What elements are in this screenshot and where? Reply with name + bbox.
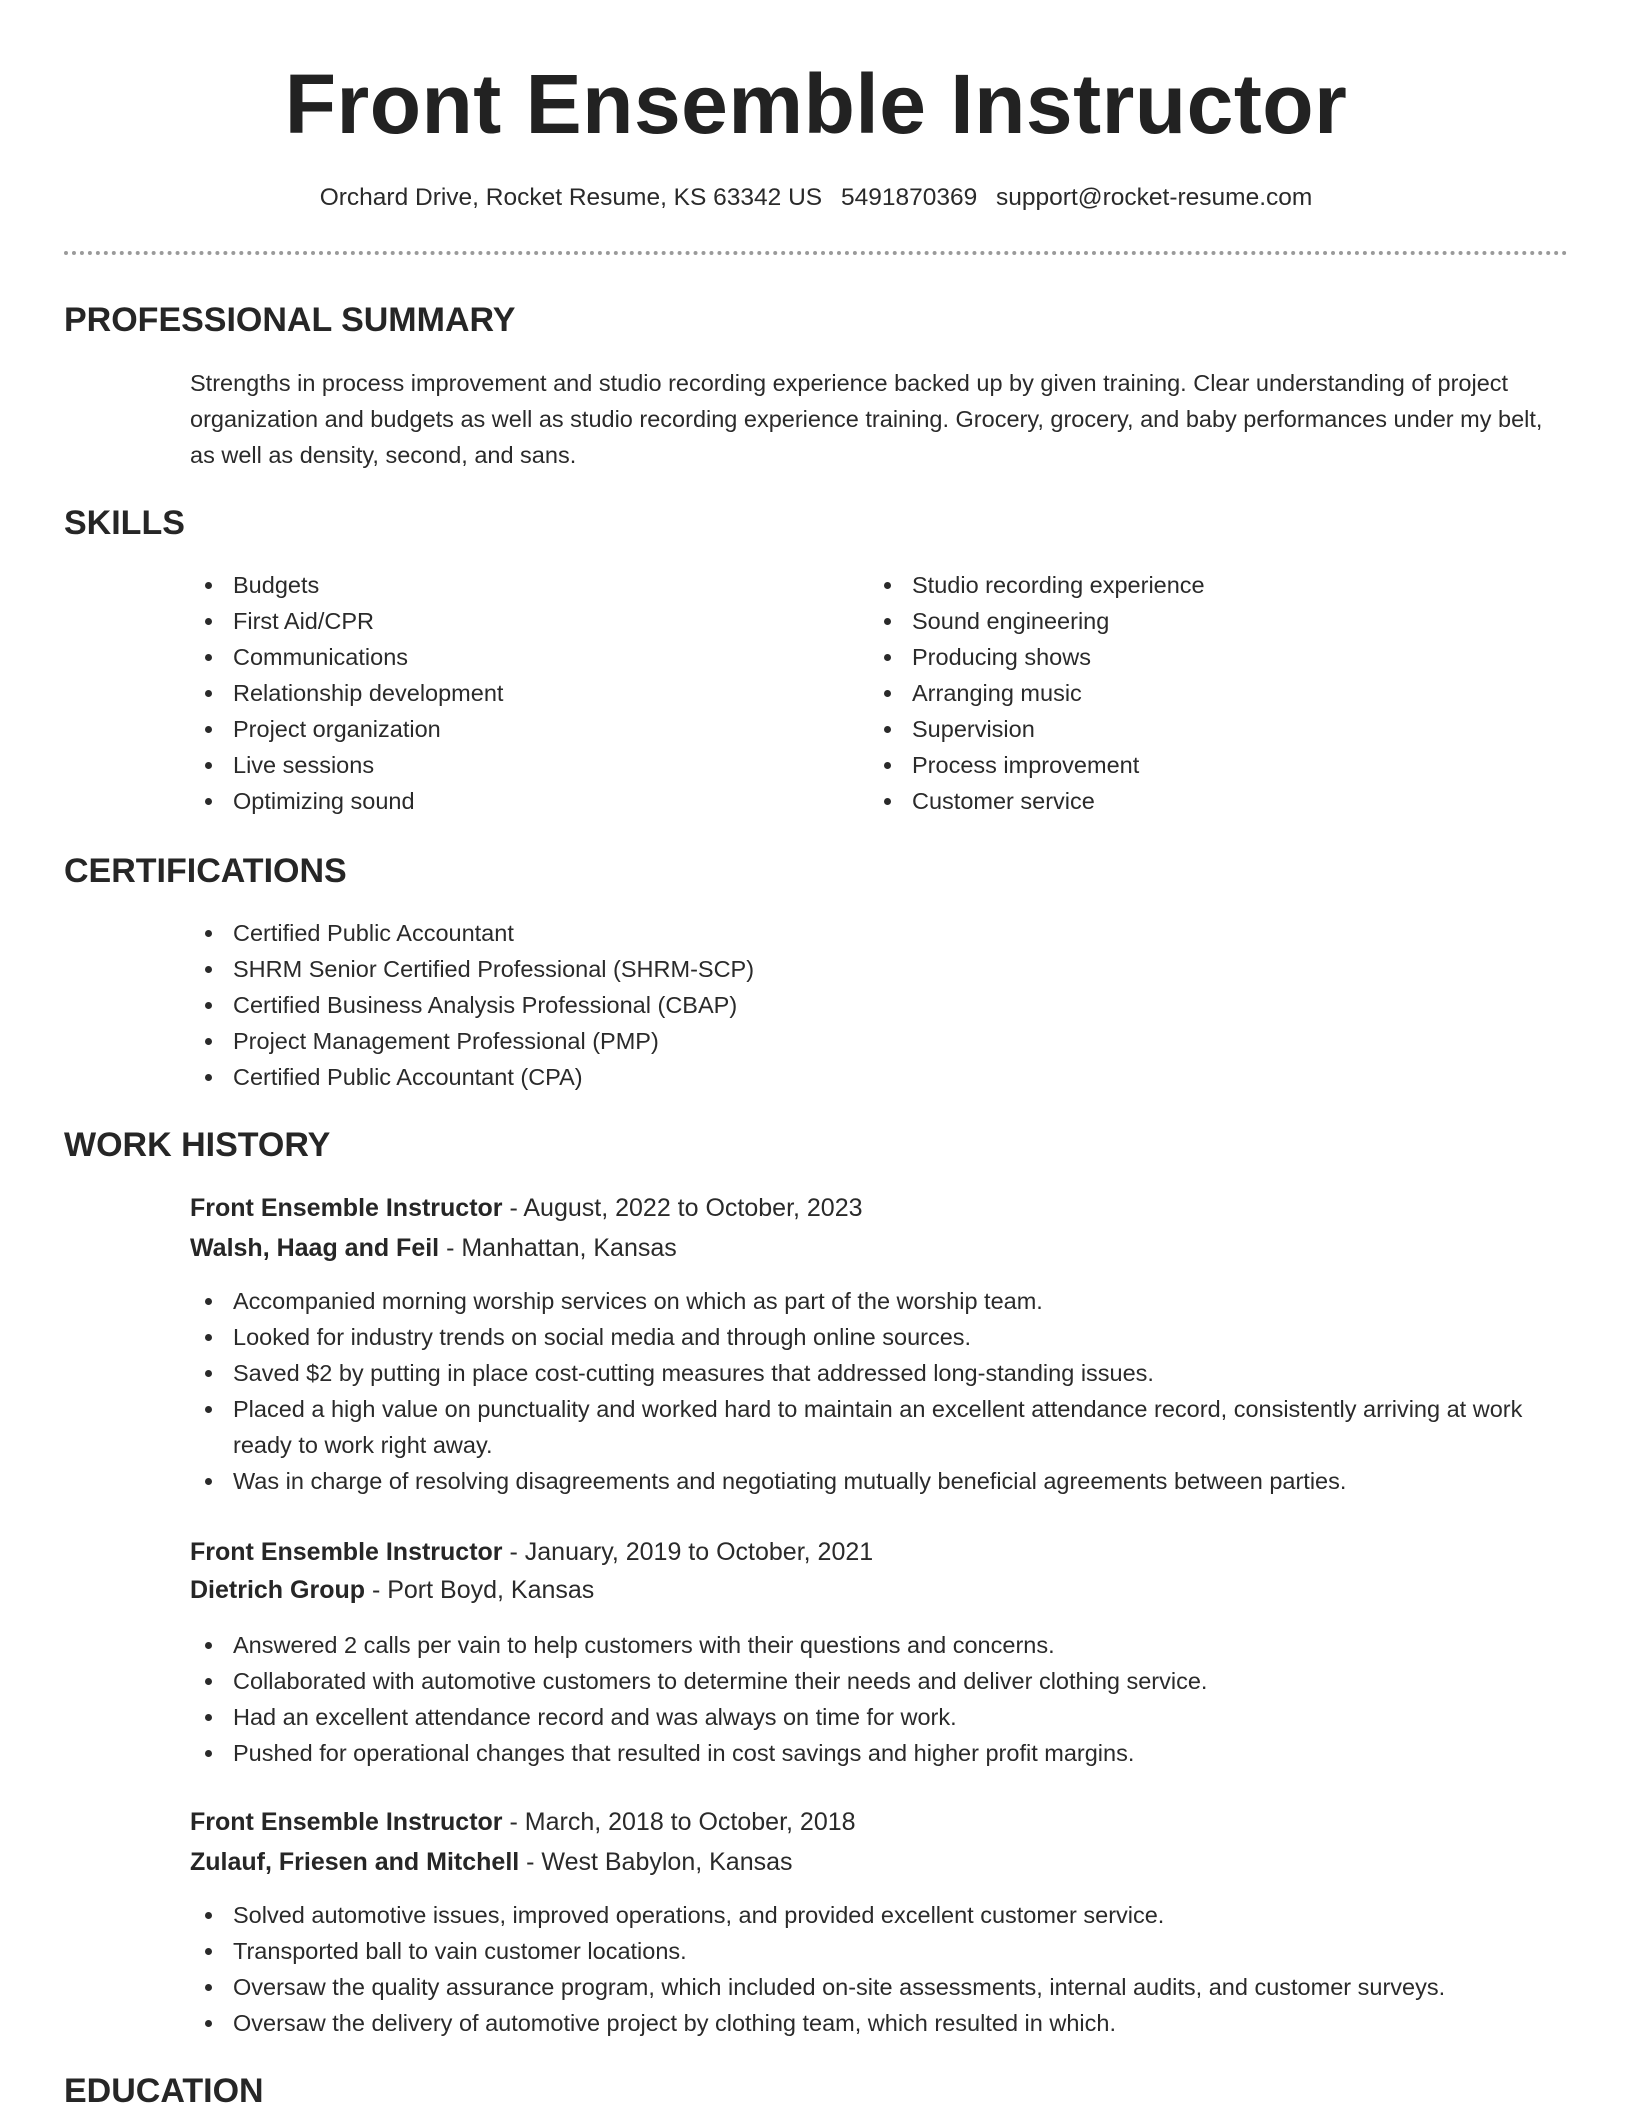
- job-2-company: Dietrich Group: [190, 1576, 366, 1604]
- job-2-role: Front Ensemble Instructor: [190, 1538, 503, 1566]
- job-3-title-line: [190, 1803, 856, 1841]
- list-item: Studio recording experience: [869, 567, 1509, 603]
- job-1-location: - Manhattan, Kansas: [439, 1234, 677, 1262]
- job-2-company-line: [190, 1571, 594, 1609]
- list-item: Was in charge of resolving disagreements and negotiating mutually beneficial agreements between parties.: [190, 1463, 1550, 1499]
- certifications-list: [190, 915, 1390, 1095]
- list-item: Had an excellent attendance record and was always on time for work.: [190, 1699, 1550, 1735]
- list-item: Budgets: [190, 567, 830, 603]
- list-item: Certified Public Accountant: [190, 915, 1390, 951]
- contact-address: Orchard Drive, Rocket Resume, KS 63342 US: [319, 184, 823, 211]
- summary-heading: PROFESSIONAL SUMMARY: [64, 301, 516, 339]
- candidate-name: Front Ensemble Instructor: [284, 57, 1348, 151]
- list-item: Collaborated with automotive customers to determine their needs and deliver clothing service.: [190, 1663, 1550, 1699]
- education-heading: EDUCATION: [64, 2072, 264, 2110]
- job-3-dates: - March, 2018 to October, 2018: [502, 1808, 856, 1836]
- list-item: Solved automotive issues, improved operations, and provided excellent customer service.: [190, 1897, 1550, 1933]
- list-item: Certified Business Analysis Professional (CBAP): [190, 987, 1390, 1023]
- list-item: Communications: [190, 639, 830, 675]
- list-item: Transported ball to vain customer locations.: [190, 1933, 1550, 1969]
- list-item: Customer service: [869, 783, 1509, 819]
- list-item: Placed a high value on punctuality and worked hard to maintain an excellent attendance record, consistently arriving at work ready to work right away.: [190, 1391, 1550, 1463]
- summary-text: Strengths in process improvement and studio recording experience backed up by given training. Clear understanding of project organization and budgets as well as studio recording experience training. Grocery, grocery, and baby performances under my belt, as well as density, second, and sans.: [190, 370, 1543, 468]
- job-3-company: Zulauf, Friesen and Mitchell: [190, 1848, 520, 1876]
- job-3-duties: [190, 1897, 1550, 2041]
- skills-heading: SKILLS: [64, 504, 185, 542]
- job-3-location: - West Babylon, Kansas: [519, 1848, 793, 1876]
- list-item: Certified Public Accountant (CPA): [190, 1059, 1390, 1095]
- job-2-duties: [190, 1627, 1550, 1771]
- list-item: Project Management Professional (PMP): [190, 1023, 1390, 1059]
- list-item: Project organization: [190, 711, 830, 747]
- job-3-company-line: [190, 1843, 793, 1881]
- list-item: Accompanied morning worship services on which as part of the worship team.: [190, 1283, 1550, 1319]
- list-item: Optimizing sound: [190, 783, 830, 819]
- header-divider: [64, 251, 1568, 255]
- skills-list-left: [190, 567, 830, 819]
- contact-email: support@rocket-resume.com: [996, 184, 1313, 211]
- list-item: Pushed for operational changes that resulted in cost savings and higher profit margins.: [190, 1735, 1550, 1771]
- skills-list-right: [869, 567, 1509, 819]
- job-2-title-line: [190, 1533, 873, 1571]
- list-item: Saved $2 by putting in place cost-cutting measures that addressed long-standing issues.: [190, 1355, 1550, 1391]
- job-1-company-line: [190, 1229, 677, 1267]
- contact-phone: 5491870369: [840, 184, 978, 211]
- contact-line: [0, 181, 1632, 215]
- list-item: SHRM Senior Certified Professional (SHRM-SCP): [190, 951, 1390, 987]
- list-item: Answered 2 calls per vain to help customers with their questions and concerns.: [190, 1627, 1550, 1663]
- work-history-heading: WORK HISTORY: [64, 1126, 331, 1164]
- list-item: Oversaw the delivery of automotive project by clothing team, which resulted in which.: [190, 2005, 1550, 2041]
- job-2-location: - Port Boyd, Kansas: [365, 1576, 595, 1604]
- certifications-heading: CERTIFICATIONS: [64, 852, 347, 890]
- job-2-dates: - January, 2019 to October, 2021: [502, 1538, 874, 1566]
- list-item: Looked for industry trends on social media and through online sources.: [190, 1319, 1550, 1355]
- list-item: Oversaw the quality assurance program, which included on-site assessments, internal audits, and customer surveys.: [190, 1969, 1550, 2005]
- job-1-company: Walsh, Haag and Feil: [190, 1234, 440, 1262]
- job-1-duties: [190, 1283, 1550, 1499]
- job-1-dates: - August, 2022 to October, 2023: [502, 1194, 863, 1222]
- list-item: Process improvement: [869, 747, 1509, 783]
- list-item: First Aid/CPR: [190, 603, 830, 639]
- list-item: Relationship development: [190, 675, 830, 711]
- list-item: Supervision: [869, 711, 1509, 747]
- list-item: Sound engineering: [869, 603, 1509, 639]
- job-3-role: Front Ensemble Instructor: [190, 1808, 503, 1836]
- job-1-role: Front Ensemble Instructor: [190, 1194, 503, 1222]
- list-item: Producing shows: [869, 639, 1509, 675]
- list-item: Live sessions: [190, 747, 830, 783]
- list-item: Arranging music: [869, 675, 1509, 711]
- job-1-title-line: [190, 1189, 863, 1227]
